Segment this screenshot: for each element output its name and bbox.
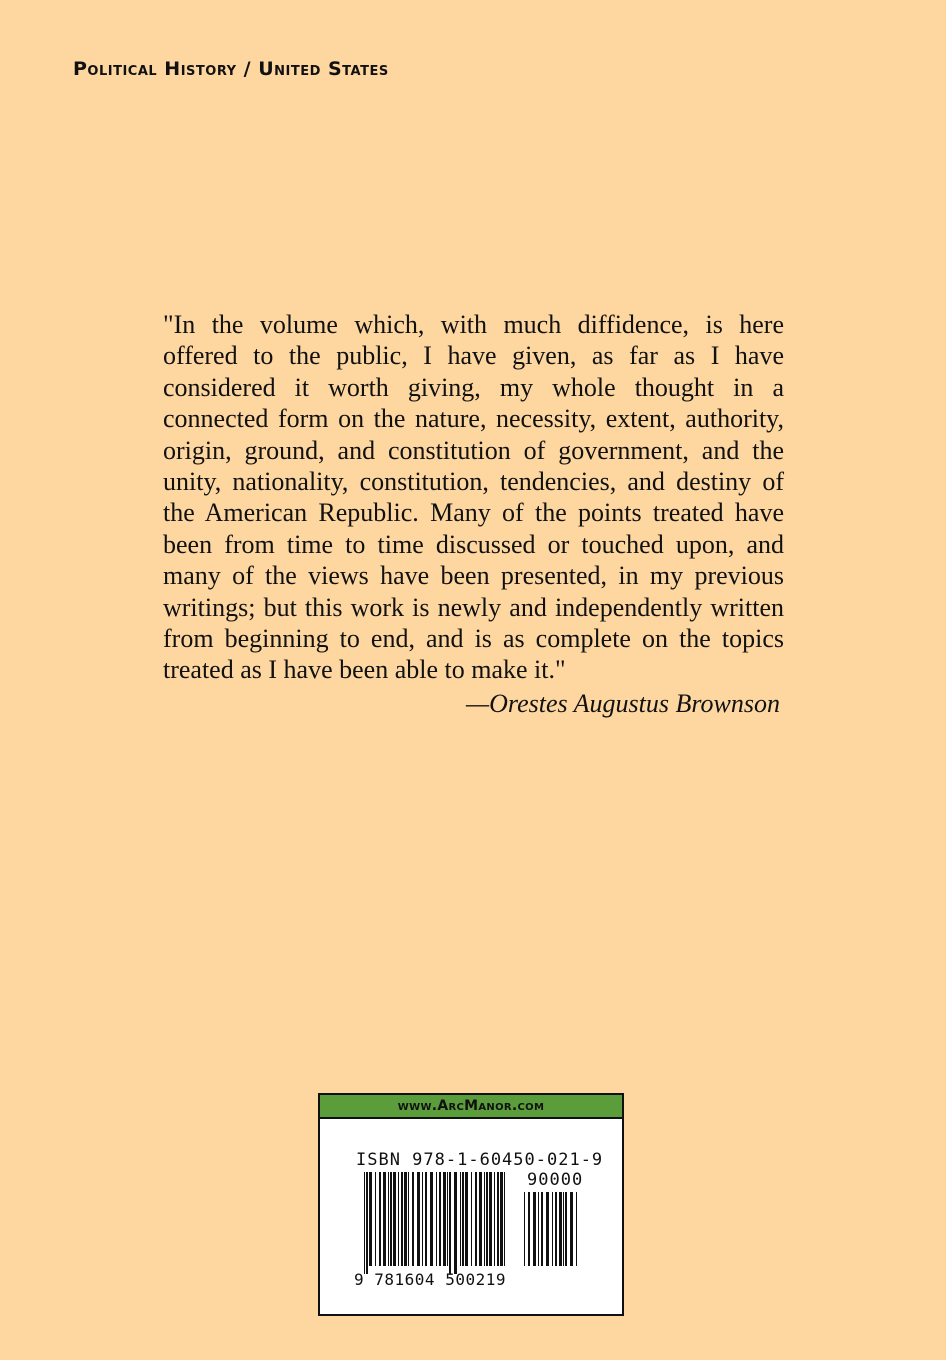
barcode-bar xyxy=(494,1172,495,1266)
barcode-box xyxy=(318,1093,624,1316)
barcode-bar xyxy=(393,1172,396,1266)
price-code: 90000 xyxy=(523,1170,587,1190)
back-cover-quote xyxy=(160,309,784,719)
barcode-bar xyxy=(449,1172,451,1274)
barcode-bar xyxy=(541,1192,543,1266)
barcode-bar xyxy=(484,1172,485,1266)
barcode-bar xyxy=(443,1172,446,1266)
quote-text: "In the volume which, with much diffidence, is here offered to the public, I have given, as far as I have considered it worth giving, my whole thought in a connected form on the nature, necessity, extent, authority, origin, ground, and constitution of government, and the unity, nationality, constitution, tendencies, and destiny of the American Republic. Many of the points treated have been from time to time discussed or touched upon, and many of the views have been presented, in my previous writings; but this work is newly and independently written from beginning to end, and is as complete on the topics treated as I have been able to make it." xyxy=(163,310,784,685)
barcode-bar xyxy=(422,1172,423,1266)
barcode-bar xyxy=(576,1192,577,1266)
barcode-bar xyxy=(528,1192,530,1266)
barcode-bar xyxy=(417,1172,420,1266)
barcode-bar xyxy=(552,1192,553,1266)
barcode-bar xyxy=(383,1172,386,1266)
publisher-website: www.ArcManor.com xyxy=(320,1095,622,1119)
barcode-bar xyxy=(504,1172,505,1266)
barcode-bar xyxy=(486,1172,488,1266)
barcode-bar xyxy=(465,1172,468,1266)
barcode-bar xyxy=(447,1172,448,1266)
barcode-bar xyxy=(430,1172,433,1266)
barcode-bar xyxy=(364,1172,365,1274)
barcode-bar xyxy=(439,1172,441,1266)
barcode-bar xyxy=(462,1172,464,1266)
barcode-bar xyxy=(524,1192,525,1266)
barcode-bar xyxy=(412,1172,414,1266)
barcode-bar xyxy=(565,1192,567,1266)
barcode-bar xyxy=(398,1172,399,1266)
barcode-bar xyxy=(546,1192,549,1266)
barcode-bar xyxy=(460,1172,461,1266)
barcode-bar xyxy=(408,1172,409,1266)
barcode-bar xyxy=(388,1172,389,1266)
barcode-bar xyxy=(366,1172,368,1274)
barcode-bar xyxy=(475,1172,477,1266)
barcode-bar xyxy=(479,1172,482,1266)
barcode-bar xyxy=(538,1192,539,1266)
barcode-bar xyxy=(555,1192,557,1266)
barcode-bar xyxy=(425,1172,427,1266)
barcode-bar xyxy=(436,1172,437,1266)
barcode-bar xyxy=(369,1172,372,1266)
barcode-bar xyxy=(471,1172,472,1266)
barcode-bar xyxy=(375,1172,376,1266)
barcode-bar xyxy=(404,1172,407,1266)
barcode-bar xyxy=(559,1192,562,1266)
ean-digits: 9 781604 500219 xyxy=(354,1270,506,1289)
barcode-bar xyxy=(500,1172,503,1266)
barcode-bar xyxy=(401,1172,403,1266)
isbn-label: ISBN 978-1-60450-021-9 xyxy=(356,1150,604,1170)
barcode-bar xyxy=(497,1172,499,1266)
barcode-bar xyxy=(489,1172,492,1266)
barcode-bar xyxy=(390,1172,392,1266)
barcode-bar xyxy=(454,1172,457,1274)
barcode-bar xyxy=(379,1172,381,1266)
barcode-bar xyxy=(533,1192,536,1266)
barcode-bar xyxy=(570,1192,573,1266)
category-label: Political History / United States xyxy=(73,58,389,80)
quote-attribution: —Orestes Augustus Brownson xyxy=(466,688,780,718)
barcode-bar xyxy=(563,1192,564,1266)
